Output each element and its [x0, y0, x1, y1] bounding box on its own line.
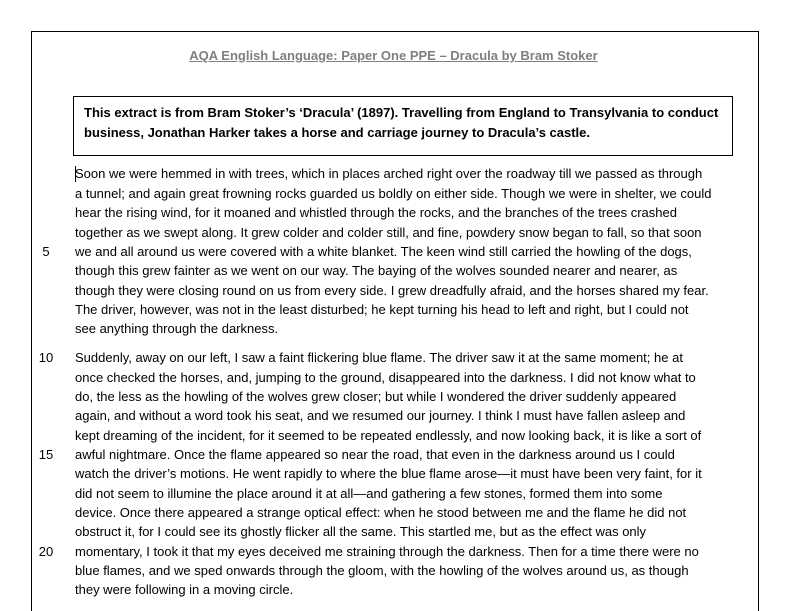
text-line[interactable]: momentary, I took it that my eyes deceived me straining through the darkness. Then for a time there were no: [75, 544, 699, 559]
line-number: 15: [38, 447, 54, 462]
text-line[interactable]: together as we swept along. It grew colder and colder still, and fine, powdery snow began to fall, so that soon: [75, 225, 702, 240]
text-line[interactable]: did not seem to illumine the place around it at all—and gathering a few stones, formed them into some: [75, 486, 663, 501]
text-line[interactable]: hear the rising wind, for it moaned and whistled through the rocks, and the branches of the trees crashed: [75, 205, 677, 220]
text-line[interactable]: again, and without a word took his seat, and we resumed our journey. I think I must have fallen asleep and: [75, 408, 686, 423]
text-line[interactable]: they were following in a moving circle.: [75, 582, 294, 597]
text-line[interactable]: kept dreaming of the incident, for it seemed to be repeated endlessly, and now looking back, it is like a sort of: [75, 428, 702, 443]
text-line[interactable]: do, the less as the howling of the wolves grew closer; but while I wondered the driver suddenly appeared: [75, 389, 677, 404]
document-title: AQA English Language: Paper One PPE – Dracula by Bram Stoker: [189, 48, 598, 63]
text-line[interactable]: a tunnel; and again great frowning rocks guarded us boldly on either side. Though we were in shelter, we could: [75, 186, 712, 201]
line-number: 5: [42, 244, 50, 259]
text-line[interactable]: though this grew fainter as we went on our way. The baying of the wolves sounded nearer and nearer, as: [75, 263, 678, 278]
text-line[interactable]: though they were closing round on us from every side. I grew dreadfully afraid, and the horses shared my fear.: [75, 283, 709, 298]
text-line[interactable]: awful nightmare. Once the flame appeared so near the road, that even in the darkness around us I could: [75, 447, 675, 462]
text-line[interactable]: we and all around us were covered with a white blanket. The keen wind still carried the howling of the dogs,: [75, 244, 692, 259]
line-number: 20: [38, 544, 54, 559]
text-line[interactable]: device. Once there appeared a strange optical effect: when he stood between me and the flame he did not: [75, 505, 687, 520]
text-line[interactable]: obstruct it, for I could see its ghostly flicker all the same. This startled me, but as the effect was only: [75, 524, 647, 539]
text-line[interactable]: Suddenly, away on our left, I saw a faint flickering blue flame. The driver saw it at the same moment; he at: [75, 350, 683, 365]
intro-box: This extract is from Bram Stoker’s ‘Dracula’ (1897). Travelling from England to Transylvania to conduct business, Jonathan Harker takes a horse and carriage journey to Dracula’s castle.: [73, 96, 733, 156]
text-line[interactable]: once checked the horses, and, jumping to the ground, disappeared into the darkness. I did not know what to: [75, 370, 696, 385]
text-line[interactable]: watch the driver’s motions. He went rapidly to where the blue flame arose—it must have been very faint, for it: [75, 466, 702, 481]
line-number: 10: [38, 350, 54, 365]
text-line[interactable]: The driver, however, was not in the least disturbed; he kept turning his head to left and right, but I could not: [75, 302, 689, 317]
text-line[interactable]: blue flames, and we sped onwards through the gloom, with the howling of the wolves around us, as though: [75, 563, 689, 578]
text-line[interactable]: Soon we were hemmed in with trees, which in places arched right over the roadway till we passed as through: [75, 166, 703, 181]
text-line[interactable]: see anything through the darkness.: [75, 321, 279, 336]
